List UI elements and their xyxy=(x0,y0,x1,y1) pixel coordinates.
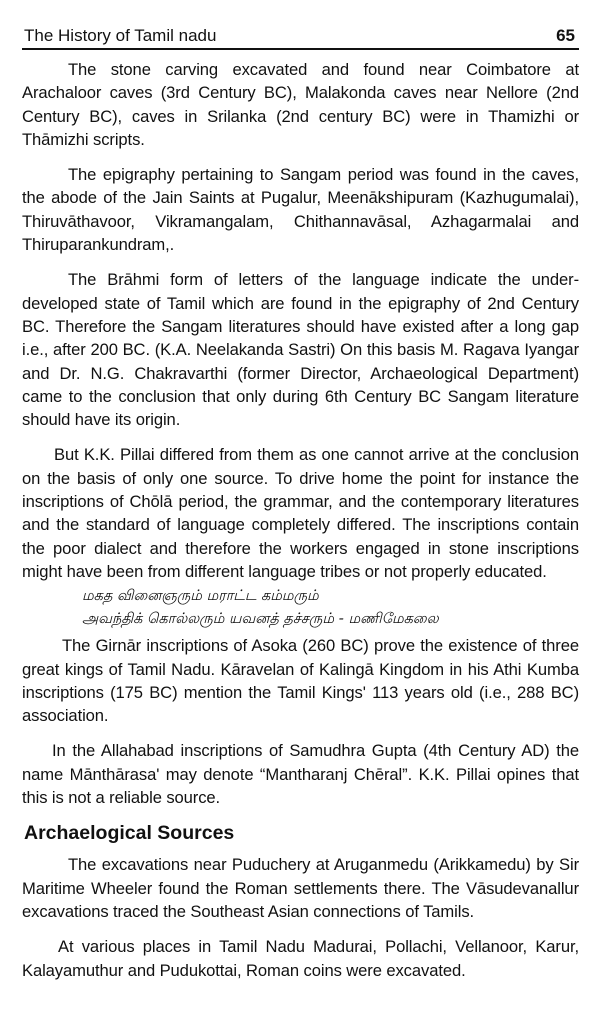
header-rule xyxy=(22,48,579,50)
verse-line: அவந்திக் கொல்லரும் யவனத் தச்சரும் - மணிமேகலை xyxy=(82,611,439,628)
section-heading: Archaelogical Sources xyxy=(24,822,235,845)
page-number: 65 xyxy=(556,26,575,45)
paragraph-epigraphy: The epigraphy pertaining to Sangam period was found in the caves, the abode of the Jain Saints at Pugalur, Meenākshipuram (Kazhugumalai), Thiruvāthavoor, Vikramangalam, Chithannavāsal, Azhagarmalai and Thiruparankundram,. xyxy=(22,165,579,255)
paragraph-roman-coins: At various places in Tamil Nadu Madurai, Pollachi, Vellanoor, Karur, Kalayamuthur and Pudukottai, Roman coins were excavated. xyxy=(22,937,579,980)
paragraph-kk-pillai: But K.K. Pillai differed from them as one cannot arrive at the conclusion on the basis of only one source. To drive home the point for instance the inscriptions of Chōlā period, the grammar, and the contemporary literatures and the standard of language completely differed. The inscriptions contain the poor dialect and therefore the workers engaged in stone inscriptions might have been from different language tribes or not properly educated. xyxy=(22,445,579,581)
paragraph-girnar: The Girnār inscriptions of Asoka (260 BC) prove the existence of three great kings of Tamil Nadu. Kāravelan of Kalingā Kingdom in his Athi Kumba inscriptions (175 BC) mention the Tamil Kings' 113 years old (i.e., 288 BC) association. xyxy=(22,636,579,726)
paragraph-stone-carving: The stone carving excavated and found near Coimbatore at Arachaloor caves (3rd Century BC), Malakonda caves near Nellore (2nd Century BC), caves in Srilanka (2nd century BC) were in Thamizhi or Thāmizhi scripts. xyxy=(22,60,579,149)
paragraph-allahabad: In the Allahabad inscriptions of Samudhra Gupta (4th Century AD) the name Mānthārasa' may denote “Mantharanj Chēral”. K.K. Pillai opines that this is not a reliable source. xyxy=(22,741,579,808)
book-title: The History of Tamil nadu xyxy=(24,26,217,45)
paragraph-excavations: The excavations near Puduchery at Aruganmedu (Arikkamedu) by Sir Maritime Wheeler found the Roman settlements there. The Vāsudevanallur excavations traced the Southeast Asian connections of Tamils. xyxy=(22,855,579,921)
verse-line: மகத வினைஞரும் மராட்ட கம்மரும் xyxy=(82,588,319,605)
paragraph-brahmi: The Brāhmi form of letters of the language indicate the under-developed state of Tamil which are found in the epigraphy of 2nd Century BC. Therefore the Sangam literatures should have existed after a long gap i.e., after 200 BC. (K.A. Neelakanda Sastri) On this basis M. Ragava Iyangar and Dr. N.G. Chakravarthi (former Director, Archaeological Department) came to the conclusion that only during 6th Century BC Sangam literature should have its origin. xyxy=(22,270,579,430)
running-header xyxy=(22,18,579,46)
tamil-verse xyxy=(22,585,579,631)
